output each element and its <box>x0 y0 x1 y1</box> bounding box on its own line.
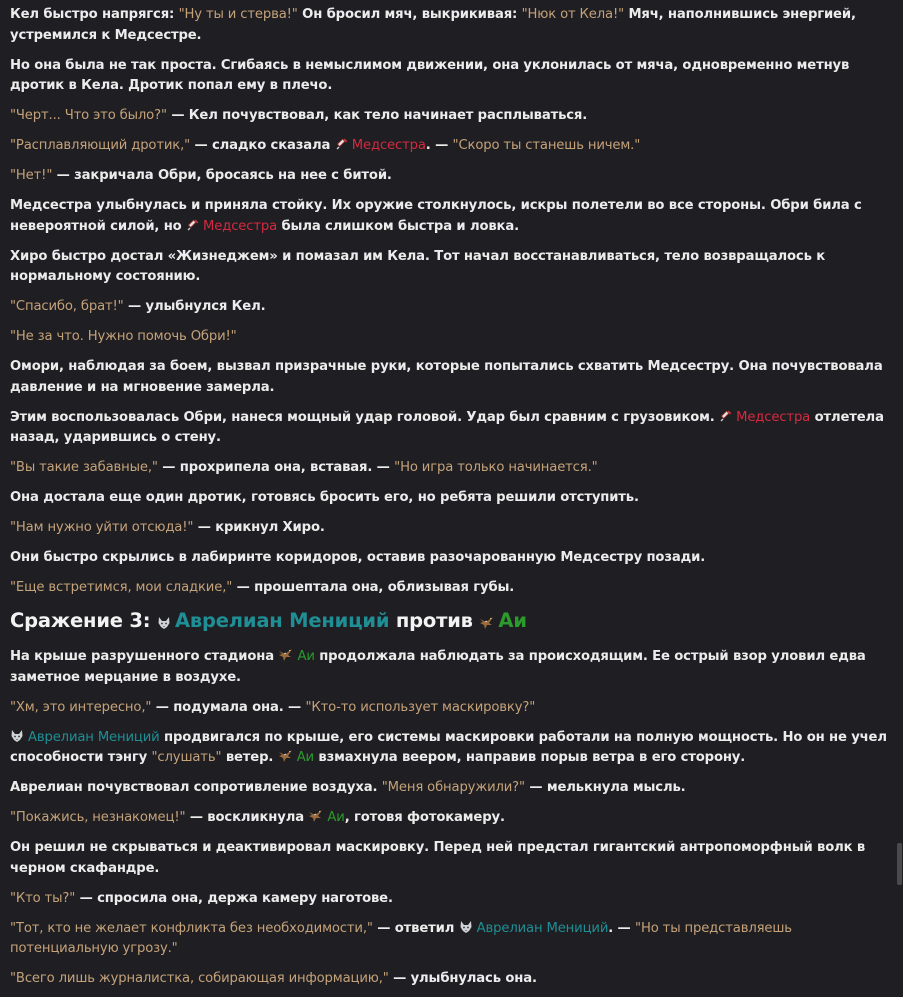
story-paragraph <box>10 357 888 398</box>
story-paragraph <box>10 166 888 187</box>
narration-text: . — <box>425 138 453 153</box>
narration-text: . — <box>608 920 636 936</box>
narration-text: взмахнула веером, направив порыв ветра в его сторону. <box>313 750 746 765</box>
narration-text: — мелькнула мысль. <box>524 780 686 795</box>
dialogue-quote: "Но ты представляешь потенциальную угрозу." <box>10 920 792 956</box>
syringe-icon <box>719 410 732 423</box>
story-part-1 <box>10 5 888 599</box>
story-paragraph <box>10 889 888 910</box>
narration-text: На крыше разрушенного стадиона <box>10 649 279 664</box>
narration-text: была слишком быстра и ловка. <box>277 218 519 234</box>
story-paragraph <box>10 838 888 879</box>
scrollbar-thumb[interactable] <box>897 843 902 885</box>
story-paragraph <box>10 136 888 157</box>
narration-text: — воскликнула <box>185 810 309 825</box>
narration-text: — спросила она, держа камеру наготове. <box>75 890 393 906</box>
narration-text: — прохрипела она, вставая. — <box>157 460 395 475</box>
narration-text: Медсестра улыбнулась и приняла стойку. Их оружие столкнулось, искры полетели во все стороны. Обри била с невероятной силой, но <box>10 198 862 234</box>
dialogue-quote: "Нам нужно уйти отсюда!" <box>10 520 194 535</box>
dialogue-quote: "Кто ты?" <box>10 890 76 906</box>
character-name: Аврелиан Мениций <box>28 729 160 745</box>
narration-text: — ответил <box>372 920 459 936</box>
narration-text: Он бросил мяч, выкрикивая: <box>297 7 522 22</box>
dialogue-quote: "Хм, это интересно," <box>10 699 152 715</box>
dialogue-quote: "Но игра только начинается." <box>394 460 598 475</box>
dialogue-quote: "Скоро ты станешь ничем." <box>452 138 641 153</box>
syringe-icon <box>335 138 348 151</box>
story-paragraph <box>10 56 888 97</box>
story-paragraph <box>10 327 888 348</box>
story-paragraph <box>10 196 888 237</box>
narration-text: Кел быстро напрягся: <box>10 7 179 22</box>
eagle-icon <box>479 616 494 630</box>
eagle-icon <box>278 648 293 662</box>
dialogue-quote: "слушать" <box>151 750 222 765</box>
narration-text: Они быстро скрылись в лабиринте коридоров, оставив разочарованную Медсестру позади. <box>10 550 706 565</box>
battle-heading-prefix: Сражение 3: <box>10 609 157 632</box>
narration-text: Хиро быстро достал «Жизнеджем» и помазал им Кела. Тот начал восстанавливаться, тело возвращалось к нормальному состоянию. <box>10 248 826 284</box>
eagle-icon <box>278 749 293 763</box>
character-name: Аи <box>327 810 345 825</box>
fighter-2-name: Аи <box>498 609 527 632</box>
story-paragraph <box>10 5 888 46</box>
story-paragraph <box>10 548 888 569</box>
story-paragraph <box>10 106 888 127</box>
narration-text: — прошептала она, облизывая губы. <box>232 580 515 595</box>
dialogue-quote: "Ну ты и стерва!" <box>178 7 298 22</box>
story-paragraph <box>10 458 888 479</box>
dialogue-quote: "Спасибо, брат!" <box>10 299 124 314</box>
narration-text: — улыбнулась она. <box>388 971 537 986</box>
story-paragraph <box>10 808 888 829</box>
dialogue-quote: "Вы такие забавные," <box>10 460 158 475</box>
character-name: Медсестра <box>736 409 811 425</box>
narration-text: Аврелиан почувствовал сопротивление воздуха. <box>10 780 382 795</box>
story-paragraph <box>10 778 888 799</box>
narration-text: — подумала она. — <box>151 699 306 715</box>
character-name: Аи <box>296 750 314 765</box>
character-name: Медсестра <box>351 138 426 153</box>
story-paragraph <box>10 698 888 719</box>
battle-heading <box>10 608 888 634</box>
wolf-icon <box>459 920 473 934</box>
narration-text: , готовя фотокамеру. <box>344 810 505 825</box>
story-paragraph <box>10 647 888 688</box>
story-paragraph <box>10 969 888 990</box>
character-name: Аврелиан Мениций <box>476 920 609 936</box>
dialogue-quote: "Кто-то использует маскировку?" <box>305 699 536 715</box>
narration-text: Но она была не так проста. Сгибаясь в немыслимом движении, она уклонилась от мяча, одновременно метнув дротик в Кела. Дротик попал ему в плечо. <box>10 57 850 93</box>
wolf-icon <box>10 729 24 743</box>
story-paragraph <box>10 297 888 318</box>
story-paragraph <box>10 578 888 599</box>
story-paragraph <box>10 919 888 960</box>
narration-text: продолжала наблюдать за происходящим. Ее острый взор уловил едва заметное мерцание в воздухе. <box>10 649 866 685</box>
narration-text: ветер. <box>221 750 278 765</box>
story-part-2 <box>10 647 888 990</box>
dialogue-quote: "Всего лишь журналистка, собирающая информацию," <box>10 971 389 986</box>
narration-text: Мяч, наполнившись энергией, устремился к Медсестре. <box>10 7 856 43</box>
character-name: Аи <box>297 649 315 664</box>
wolf-icon <box>157 616 171 630</box>
narration-text: Он решил не скрываться и деактивировал маскировку. Перед ней предстал гигантский антропоморфный волк в черном скафандре. <box>10 840 866 876</box>
story-paragraph <box>10 488 888 509</box>
narration-text: отлетела назад, ударившись о стену. <box>10 409 884 445</box>
character-name: Медсестра <box>203 218 278 234</box>
dialogue-quote: "Не за что. Нужно помочь Обри!" <box>10 329 237 344</box>
story-paragraph <box>10 247 888 288</box>
eagle-icon <box>308 809 323 823</box>
narration-text: — улыбнулся Кел. <box>123 299 266 314</box>
battle-heading-versus: против <box>389 609 480 632</box>
narration-text: — крикнул Хиро. <box>193 520 325 535</box>
dialogue-quote: "Черт... Что это было?" <box>10 108 167 123</box>
story-paragraph <box>10 728 888 769</box>
scrollbar[interactable] <box>895 0 903 997</box>
narration-text: Она достала еще один дротик, готовясь бросить его, но ребята решили отступить. <box>10 490 639 505</box>
story-content <box>10 5 888 997</box>
dialogue-quote: "Меня обнаружили?" <box>381 780 525 795</box>
dialogue-quote: "Расплавляющий дротик," <box>10 138 191 153</box>
narration-text: продвигался по крыше, его системы маскировки работали на полную мощность. Но он не учел способности тэнгу <box>10 729 887 765</box>
fighter-1-name: Аврелиан Мениций <box>174 609 390 632</box>
story-paragraph <box>10 408 888 449</box>
story-paragraph <box>10 518 888 539</box>
narration-text: — Кел почувствовал, как тело начинает расплываться. <box>166 108 588 123</box>
dialogue-quote: "Нет!" <box>10 168 53 183</box>
dialogue-quote: "Нюк от Кела!" <box>521 7 624 22</box>
narration-text: Омори, наблюдая за боем, вызвал призрачные руки, которые попытались схватить Медсестру. Она почувствовала давление и на мгновение замерла. <box>10 359 883 395</box>
narration-text: — сладко сказала <box>190 138 335 153</box>
syringe-icon <box>186 219 199 232</box>
narration-text: — закричала Обри, бросаясь на нее с битой. <box>52 168 392 183</box>
narration-text: Этим воспользовалась Обри, нанеся мощный удар головой. Удар был сравним с грузовиком. <box>10 409 720 425</box>
dialogue-quote: "Тот, кто не желает конфликта без необходимости," <box>10 920 373 936</box>
dialogue-quote: "Еще встретимся, мои сладкие," <box>10 580 233 595</box>
dialogue-quote: "Покажись, незнакомец!" <box>10 810 186 825</box>
